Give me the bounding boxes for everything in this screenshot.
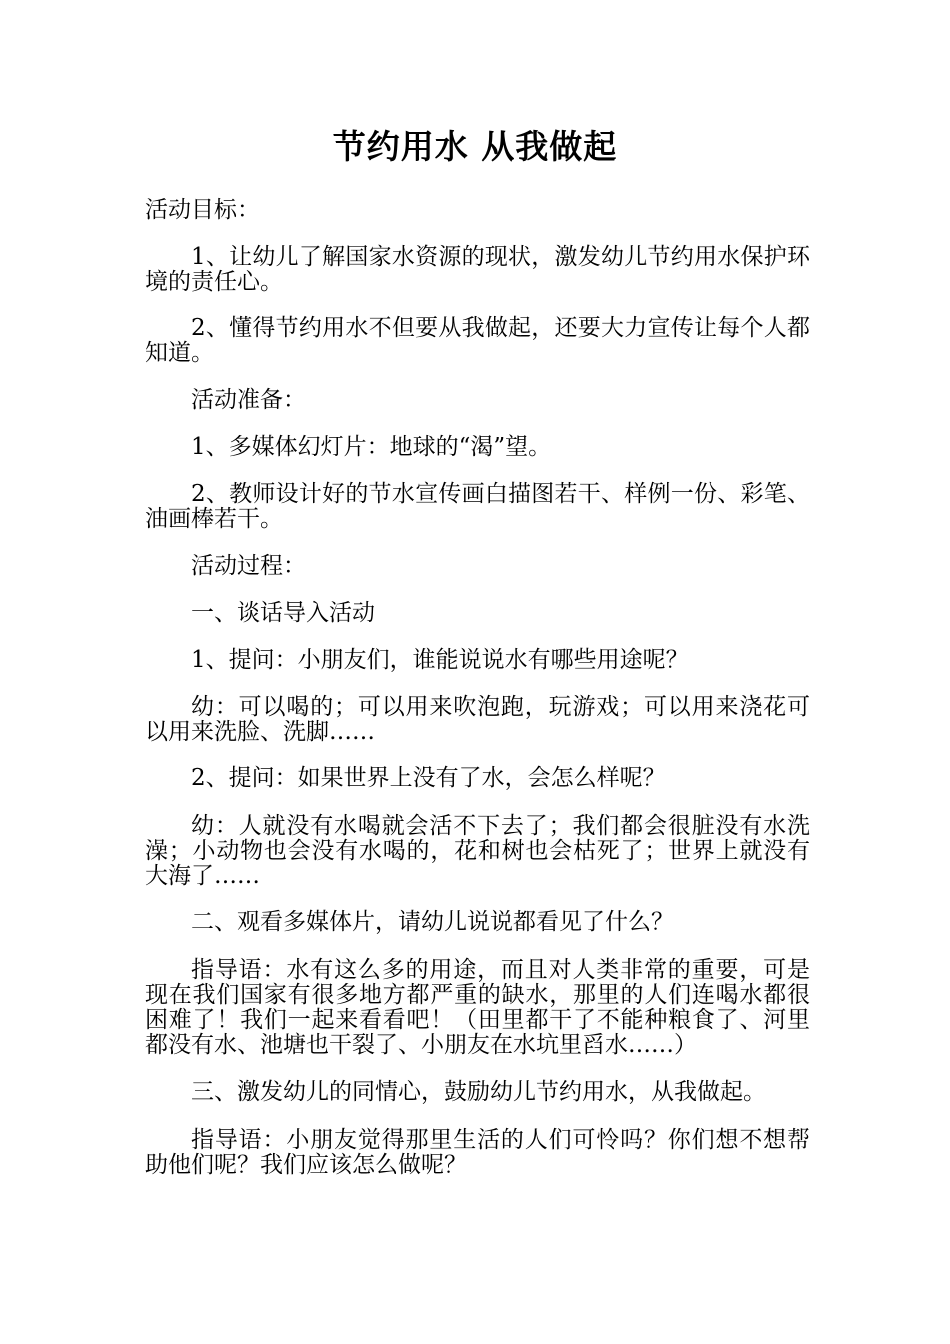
paragraph: 2、提问：如果世界上没有了水，会怎么样呢？ <box>191 765 666 791</box>
paragraph: 幼：可以喝的；可以用来吹泡跑，玩游戏；可以用来浇花可以用来洗脸、洗脚…… <box>145 694 810 745</box>
paragraph: 1、多媒体幻灯片：地球的“渴”望。 <box>191 434 552 460</box>
paragraph: 2、教师设计好的节水宣传画白描图若干、样例一份、彩笔、油画棒若干。 <box>145 481 810 532</box>
section-heading-preparation: 活动准备： <box>191 387 306 413</box>
section-heading-process: 活动过程： <box>191 553 306 579</box>
paragraph: 1、提问：小朋友们，谁能说说水有哪些用途呢？ <box>191 647 689 673</box>
paragraph: 幼：人就没有水喝就会活不下去了；我们都会很脏没有水洗澡；小动物也会没有水喝的，花和树也会枯死了；世界上就没有大海了…… <box>145 813 810 889</box>
document-title: 节约用水 从我做起 <box>332 127 618 166</box>
paragraph: 三、激发幼儿的同情心，鼓励幼儿节约用水，从我做起。 <box>191 1079 766 1105</box>
paragraph: 一、谈话导入活动 <box>191 600 375 626</box>
paragraph: 1、让幼儿了解国家水资源的现状，激发幼儿节约用水保护环境的责任心。 <box>145 244 810 295</box>
paragraph: 二、观看多媒体片，请幼儿说说都看见了什么？ <box>191 909 674 935</box>
paragraph: 指导语：小朋友觉得那里生活的人们可怜吗？你们想不想帮助他们呢？我们应该怎么做呢？ <box>145 1127 810 1178</box>
paragraph: 2、懂得节约用水不但要从我做起，还要大力宣传让每个人都知道。 <box>145 315 810 366</box>
paragraph: 指导语：水有这么多的用途，而且对人类非常的重要，可是现在我们国家有很多地方都严重的缺水，那里的人们连喝水都很困难了！我们一起来看看吧！（田里都干了不能种粮食了、河里都没有水、池塘也干裂了、小朋友在水坑里舀水……） <box>145 957 810 1058</box>
section-heading-goals: 活动目标： <box>145 197 260 223</box>
